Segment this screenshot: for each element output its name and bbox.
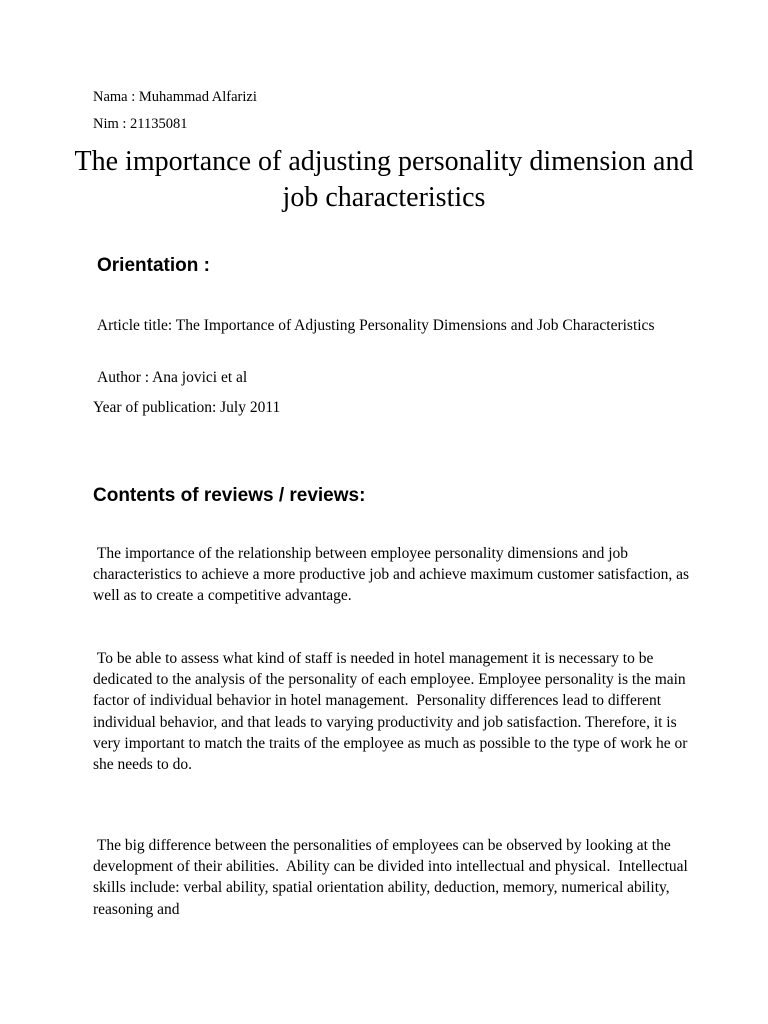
review-paragraph: The importance of the relationship between employee personality dimensions and job characteristics to achieve a more productive job and achieve maximum customer satisfaction, as well as to create a competitive advantage. (93, 545, 693, 605)
review-paragraph: The big difference between the personalities of employees can be observed by looking at the development of their abilities. Ability can be divided into intellectual and physical. Intellectual skills include: verbal ability, spatial orientation ability, deduction, memory, numerical ability, reasoning and (93, 837, 692, 918)
review-paragraph: To be able to assess what kind of staff is needed in hotel management it is necessary to be dedicated to the analysis of the personality of each employee. Employee personality is the main factor of individual behavior in hotel management. Personality differences lead to different individual behavior, and that leads to varying productivity and job satisfaction. Therefore, it is very important to match the traits of the employee as much as possible to the type of work he or she needs to do. (93, 650, 692, 774)
publication-year: Year of publication: July 2011 (93, 399, 281, 416)
contents-heading: Contents of reviews / reviews: (93, 485, 366, 506)
document-title: The importance of adjusting personality dimension and job characteristics (74, 146, 694, 213)
student-name: Nama : Muhammad Alfarizi (93, 89, 257, 105)
article-author: Author : Ana jovici et al (97, 369, 248, 386)
orientation-heading: Orientation : (97, 255, 210, 276)
student-id: Nim : 21135081 (93, 116, 188, 132)
article-title: Article title: The Importance of Adjusting Personality Dimensions and Job Characteristics (93, 317, 655, 334)
